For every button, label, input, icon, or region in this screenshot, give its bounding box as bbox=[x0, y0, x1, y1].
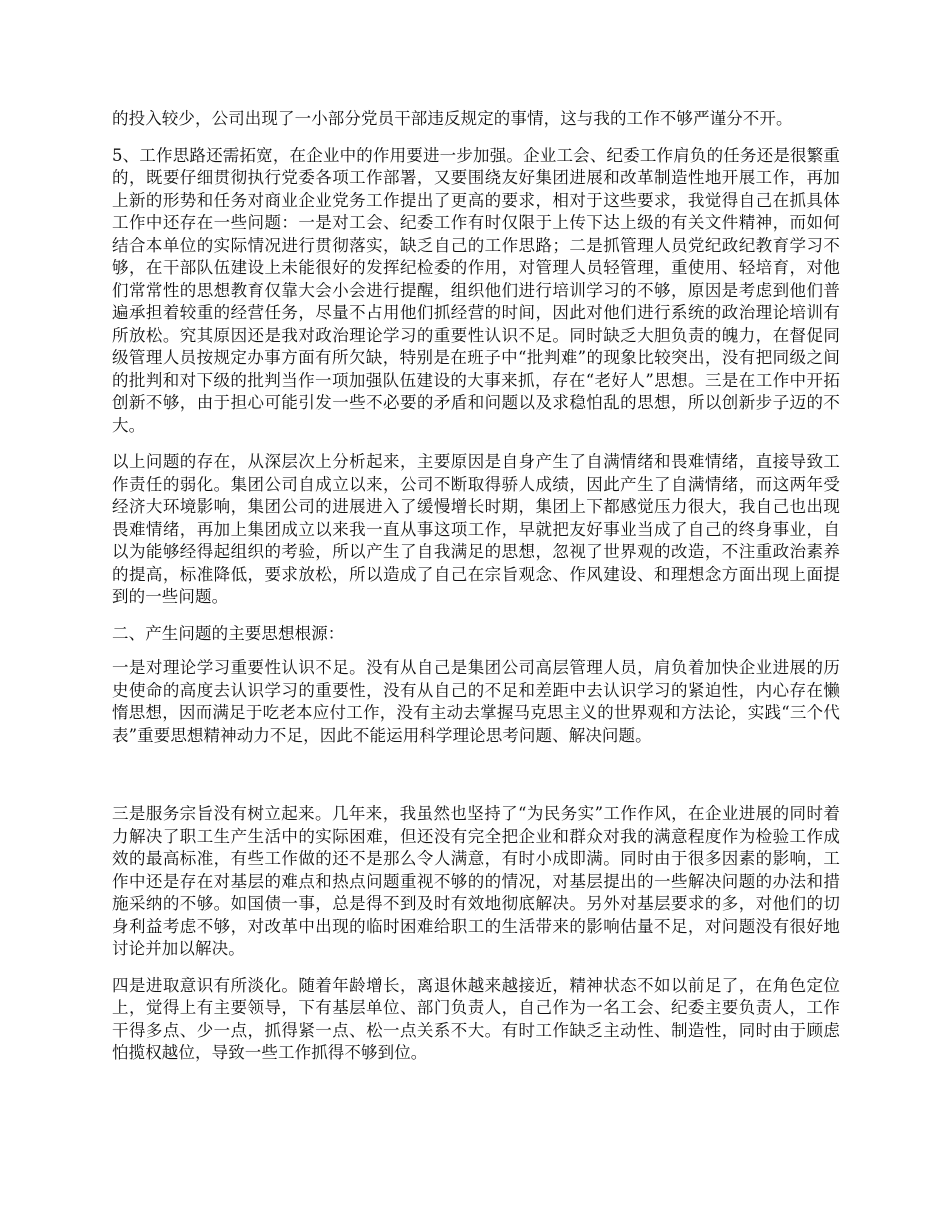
paragraph-analysis: 以上问题的存在，从深层次上分析起来，主要原因是自身产生了自满情绪和畏难情绪，直接导致工作责任的弱化。集团公司自成立以来，公司不断取得骄人成绩，因此产生了自满情绪，而这两年受经济大环境影响，集团公司的进展进入了缓慢增长时期，集团上下都感觉压力很大，我自己也出现畏难情绪，再加上集团成立以来我一直从事这项工作，早就把友好事业当成了自己的终身事业，自以为能够经得起组织的考验，所以产生了自我满足的思想，忽视了世界观的改造，不注重政治素养的提高，标准降低，要求放松，所以造成了自己在宗旨观念、作风建设、和理想念方面出现上面提到的一些问题。 bbox=[112, 452, 840, 606]
paragraph-item-5: 5、工作思路还需拓宽，在企业中的作用要进一步加强。企业工会、纪委工作肩负的任务还是很繁重的，既要仔细贯彻执行党委各项工作部署，又要围绕友好集团进展和改革制造性地开展工作，再加上新的形势和任务对商业企业党务工作提出了更高的要求，相对于这些要求，我觉得自己在抓具体工作中还存在一些问题：一是对工会、纪委工作有时仅限于上传下达上级的有关文件精神，而如何结合本单位的实际情况进行贯彻落实，缺乏自己的工作思路；二是抓管理人员党纪政纪教育学习不够，在干部队伍建设上未能很好的发挥纪检委的作用，对管理人员轻管理，重使用、轻培育，对他们常常性的思想教育仅靠大会小会进行提醒，组织他们进行培训学习的不够，原因是考虑到他们普遍承担着较重的经营任务，尽量不占用他们抓经营的时间，因此对他们进行系统的政治理论培训有所放松。究其原因还是我对政治理论学习的重要性认识不足。同时缺乏大胆负责的魄力，在督促同级管理人员按规定办事方面有所欠缺，特别是在班子中“批判难”的现象比较突出，没有把同级之间的批判和对下级的批判当作一项加强队伍建设的大事来抓，存在“老好人”思想。三是在工作中开拓创新不够，由于担心可能引发一些不必要的矛盾和问题以及求稳怕乱的思想，所以创新步子迈的不大。 bbox=[112, 145, 840, 435]
document-body bbox=[112, 108, 840, 1079]
section-heading: 二、产生问题的主要思想根源： bbox=[112, 623, 345, 643]
paragraph-point-three: 三是服务宗旨没有树立起来。几年来，我虽然也坚持了“为民务实”工作作风，在企业进展的同时着力解决了职工生产生活中的实际困难，但还没有完全把企业和群众对我的满意程度作为检验工作成效的最高标准，有些工作做的还不是那么令人满意，有时小成即满。同时由于很多因素的影响，工作中还是存在对基层的难点和热点问题重视不够的的情况，对基层提出的一些解决问题的办法和措施采纳的不够。如国债一事，总是得不到及时有效地彻底解决。另外对基层要求的多，对他们的切身利益考虑不够，对改革中出现的临时困难给职工的生活带来的影响估量不足，对问题没有很好地讨论并加以解决。 bbox=[112, 804, 840, 958]
blank-gap bbox=[112, 761, 840, 803]
paragraph-point-four: 四是进取意识有所淡化。随着年龄增长，离退休越来越接近，精神状态不如以前足了，在角色定位上，觉得上有主要领导，下有基层单位、部门负责人，自己作为一名工会、纪委主要负责人，工作干得多点、少一点，抓得紧一点、松一点关系不大。有时工作缺乏主动性、制造性，同时由于顾虑怕揽权越位，导致一些工作抓得不够到位。 bbox=[112, 975, 840, 1062]
paragraph-continuation: 的投入较少，公司出现了一小部分党员干部违反规定的事情，这与我的工作不够严谨分不开。 bbox=[112, 109, 793, 128]
paragraph-point-one: 一是对理论学习重要性认识不足。没有从自己是集团公司高层管理人员，肩负着加快企业进展的历史使命的高度去认识学习的重要性，没有从自己的不足和差距中去认识学习的紧迫性，内心存在懒惰思想，因而满足于吃老本应付工作，没有主动去掌握马克思主义的世界观和方法论，实践“三个代表”重要思想精神动力不足，因此不能运用科学理论思考问题、解决问题。 bbox=[112, 658, 840, 745]
